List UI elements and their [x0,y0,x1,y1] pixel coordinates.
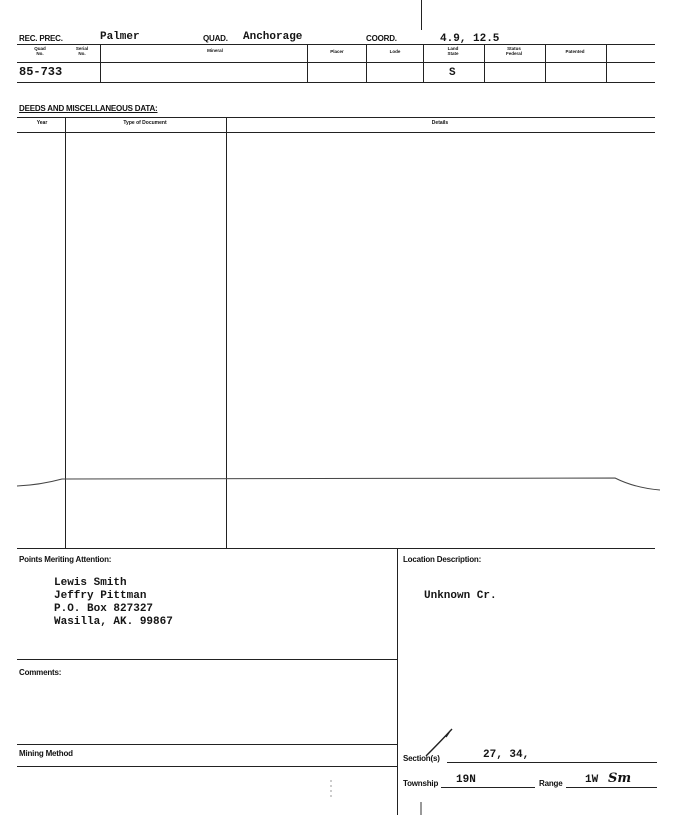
quad-label: QUAD. [203,34,228,43]
deeds-section-title: DEEDS AND MISCELLANEOUS DATA: [19,104,158,113]
rec-prec-value[interactable]: Palmer [100,31,140,43]
location-value[interactable]: Unknown Cr. [424,590,497,602]
col-quad-no: Quad No. [34,46,46,56]
quad-value[interactable]: Anchorage [243,31,303,43]
deeds-col-year: Year [36,120,48,126]
quad-no-value[interactable]: 85-733 [19,65,63,79]
range-underline [566,787,657,788]
coord-value[interactable]: 4.9, 12.5 [440,33,500,45]
coord-label: COORD. [366,34,397,43]
township-label: Township [403,779,439,788]
range-annotation: Sm [608,771,632,786]
land-state-value[interactable]: S [449,67,456,79]
comments-label: Comments: [19,668,62,677]
col-land-state: Land State [447,46,459,56]
mining-method-label: Mining Method [19,749,73,758]
points-address[interactable]: Lewis Smith Jeffry Pittman P.O. Box 827327 Wasilla, AK. 99867 [54,577,173,628]
fold-line [17,478,660,490]
rec-prec-label: REC. PREC. [19,34,63,43]
deeds-col-type: Type of Document [123,120,167,126]
deeds-col-details: Details [431,120,449,126]
check-mark [426,729,452,756]
sections-value[interactable]: 27, 34, [483,749,530,761]
col-serial-no: Serial No. [75,46,89,56]
points-label: Points Meriting Attention: [19,555,112,564]
range-value[interactable]: 1W [585,774,599,786]
township-value[interactable]: 19N [456,774,476,786]
col-mineral: Mineral [207,48,223,53]
sections-underline [447,762,657,763]
col-placer: Placer [330,49,344,54]
location-label: Location Description: [403,555,482,564]
col-status-federal: Status Federal [505,46,522,56]
col-patented: Patented [565,49,585,54]
range-label: Range [539,779,563,788]
col-lode: Lode [389,49,401,54]
sections-label: Section(s) [403,754,440,763]
township-underline [441,787,535,788]
